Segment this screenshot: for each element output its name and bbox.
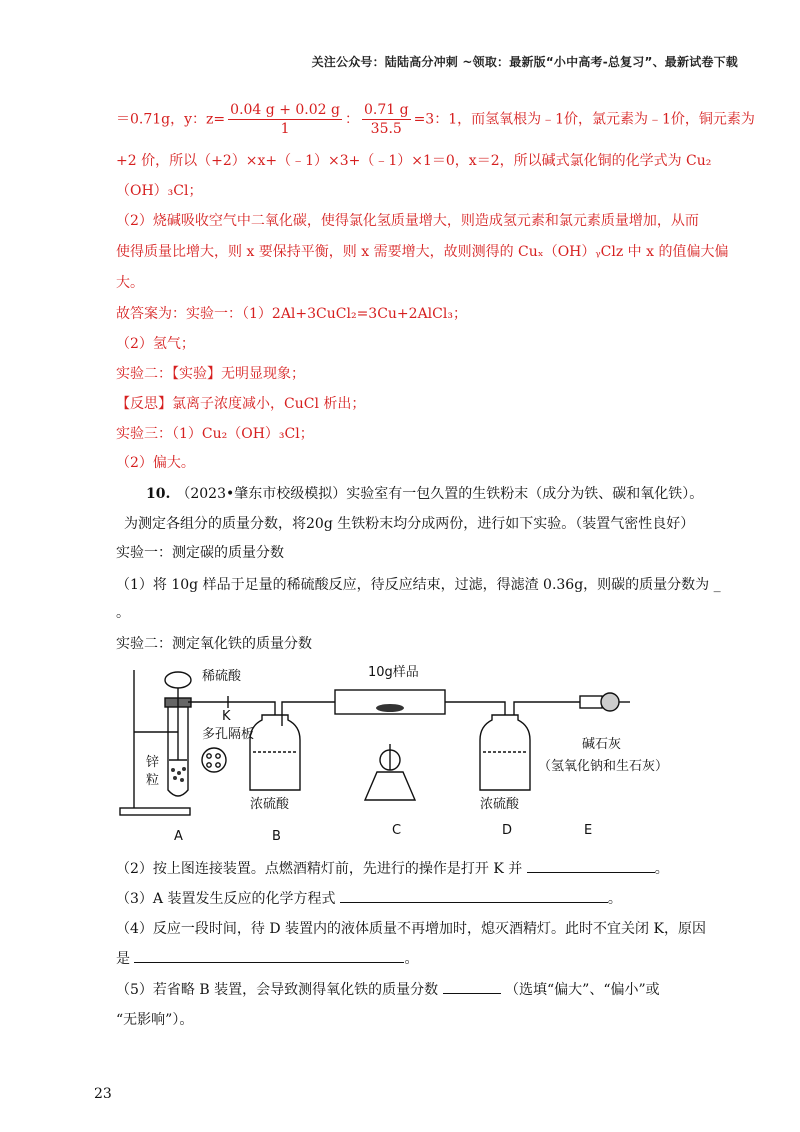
- answer-line-10: 【反思】氯离子浓度减小，CuCl 析出；: [116, 396, 366, 412]
- answer-line-9: 实验二：【实验】无明显现象；: [116, 366, 305, 382]
- answer-line-2: +2 价，所以（+2）×x+（﹣1）×3+（﹣1）×1＝0，x＝2，所以碱式氯化铜的化学式为 Cu₂: [116, 153, 712, 169]
- answer-blank-3[interactable]: [340, 888, 608, 903]
- answer-line-3: （OH）₃Cl；: [116, 183, 203, 199]
- experiment-1-title: 实验一：测定碳的质量分数: [116, 545, 284, 561]
- fraction-1-numerator: 0.04 g + 0.02 g: [230, 102, 340, 118]
- pipe-d-e: [514, 702, 580, 715]
- calc-suffix: =3：1，而氢氧根为﹣1价，氯元素为﹣1价，铜元素为: [413, 111, 755, 128]
- question-3-end: 。: [607, 891, 622, 907]
- question-1-end: 。: [116, 605, 130, 621]
- apparatus-diagram: [110, 660, 710, 850]
- answer-line-7: 故答案为：实验一：（1）2Al+3CuCl₂=3Cu+2AlCl₃；: [116, 306, 467, 322]
- label-plate: 多孔隔板: [202, 727, 255, 742]
- answer-blank-5[interactable]: [443, 979, 501, 994]
- label-lime-note: （氢氧化钠和生石灰）: [538, 759, 669, 774]
- label-zinc-2: 粒: [146, 773, 160, 788]
- question-4a: （4）反应一段时间，待 D 装置内的液体质量不再增加时，熄灭酒精灯。此时不宜关闭 K，原因: [116, 921, 706, 937]
- calc-prefix: ＝0.71g，y：z=: [116, 111, 226, 128]
- stand-base: [120, 808, 190, 815]
- answer-line-6: 大。: [116, 275, 144, 291]
- label-b: B: [272, 829, 281, 844]
- question-3: [116, 888, 622, 909]
- label-e: E: [584, 823, 593, 838]
- alcohol-lamp: [365, 772, 415, 800]
- question-number: 10.: [146, 486, 171, 502]
- drying-tube-e: [580, 696, 602, 708]
- fraction-2-numerator: 0.71 g: [363, 102, 409, 118]
- label-conc-2: 浓硫酸: [480, 797, 520, 812]
- question-3-text: （3）A 装置发生反应的化学方程式: [116, 891, 336, 907]
- question-5b: “无影响”）。: [116, 1012, 194, 1028]
- label-k: K: [222, 709, 231, 724]
- fraction-1-denominator: 1: [280, 121, 290, 137]
- answer-line-12: （2）偏大。: [116, 455, 195, 471]
- question-4b: [116, 948, 418, 969]
- calc-separator: ：: [344, 111, 359, 128]
- label-zinc-1: 锌: [146, 755, 160, 770]
- question-5a: [116, 979, 660, 1000]
- question-5a-text: （5）若省略 B 装置，会导致测得氧化铁的质量分数: [116, 982, 439, 998]
- question-2: [116, 858, 669, 879]
- answer-line-11: 实验三：（1）Cu₂（OH）₃Cl；: [116, 426, 314, 442]
- question-2-end: 。: [654, 861, 669, 877]
- answer-blank-2[interactable]: [527, 858, 655, 873]
- answer-blank-4[interactable]: [134, 948, 404, 963]
- question-intro-text: （2023•肇东市校级模拟）实验室有一包久置的生铁粉末（成分为铁、碳和氧化铁）。: [176, 486, 704, 502]
- label-d: D: [502, 823, 513, 838]
- fraction-2-denominator: 35.5: [370, 121, 402, 137]
- zinc-granules: [171, 767, 186, 782]
- funnel-bulb: [165, 672, 191, 688]
- label-sample: 10g样品: [368, 665, 419, 680]
- calc-line: [116, 101, 755, 138]
- fraction-1: [228, 101, 342, 138]
- label-conc-1: 浓硫酸: [250, 797, 290, 812]
- sample-powder: [376, 704, 404, 712]
- answer-line-4: （2）烧碱吸收空气中二氧化碳，使得氯化氢质量增大，则造成氢元素和氯元素质量增加，从而: [116, 213, 699, 229]
- question-intro-2: 为测定各组分的质量分数，将20g 生铁粉末均分成两份，进行如下实验。（装置气密性良好）: [124, 516, 695, 532]
- answer-line-5: 使得质量比增大，则 x 要保持平衡，则 x 需要增大，故则测得的 Cuₓ（OH）ᵧClz 中 x 的值偏大偏: [116, 244, 729, 260]
- question-intro-1: [146, 484, 703, 504]
- label-lime: 碱石灰: [582, 737, 622, 752]
- lime-bulb: [601, 693, 619, 711]
- question-4-end: 。: [404, 951, 419, 967]
- question-1: （1）将 10g 样品于足量的稀硫酸反应，待反应结束，过滤，得滤渣 0.36g，则碳的质量分数为 _: [116, 577, 721, 593]
- experiment-2-title: 实验二：测定氧化铁的质量分数: [116, 636, 312, 652]
- page-number: 23: [94, 1086, 112, 1102]
- answer-line-8: （2）氢气；: [116, 336, 195, 352]
- question-2-text: （2）按上图连接装置。点燃酒精灯前，先进行的操作是打开 K 并: [116, 861, 523, 877]
- pipe-b-c: [282, 702, 335, 710]
- label-a: A: [174, 829, 183, 844]
- question-4b-text: 是: [116, 951, 130, 967]
- label-acid: 稀硫酸: [202, 669, 242, 684]
- plate-magnified: [202, 748, 226, 772]
- fraction-2: [362, 101, 411, 138]
- page-header: 关注公众号：陆陆高分冲刺 ~领取：最新版“小中高考-总复习”、最新试卷下载: [311, 55, 738, 69]
- label-c: C: [392, 823, 402, 838]
- question-5a-end: （选填“偏大”、“偏小”或: [505, 982, 660, 998]
